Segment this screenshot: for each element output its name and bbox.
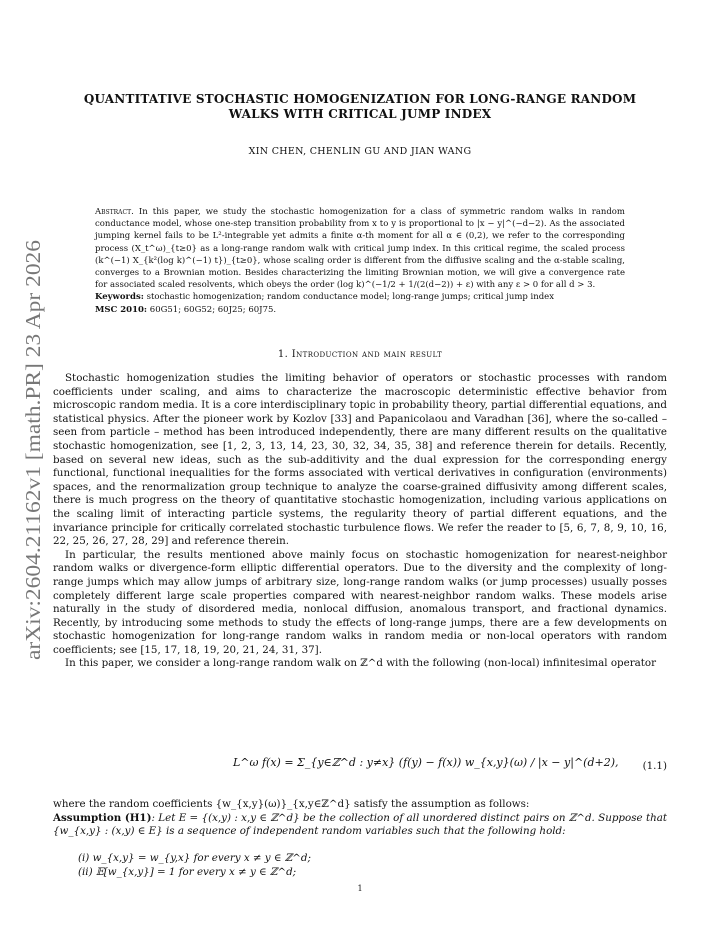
list-item: (ii) 𝔼[w_{x,y}] = 1 for every x ≠ y ∈ ℤ^d; [78,865,297,878]
title-line-1: QUANTITATIVE STOCHASTIC HOMOGENIZATION FOR LONG-RANGE RANDOM [83,92,637,106]
title-line-2: WALKS WITH CRITICAL JUMP INDEX [228,107,492,121]
list-item: (i) w_{x,y} = w_{y,x} for every x ≠ y ∈ ℤ^d; [78,852,311,864]
body-text [53,372,667,671]
assumption-paragraph [53,812,667,839]
abstract-text: In this paper, we study the stochastic homogenization for a class of symmetric random walks in random conductance model, whose one-step transition probability from x to y is proportional to |x − y|^(−d−2). As the associated jumping kernel fails to be L²-integrable yet admits a finite α-th moment for all α ∈ (0,2), we refer to the corresponding process (X_t^ω)_{t≥0} as a long-range random walk with critical jump index. In this critical regime, the scaled process (k^(−1) X_{k²(log k)^(−1) t})_{t≥0}, whose scaling order is different from the diffusive scaling and the α-stable scaling, converges to a Brownian motion. Besides characterizing the limiting Brownian motion, we will give a convergence rate for associated scaled resolvents, which obeys the order (log k)^(−1/2 + 1/(2(d−2)) + ε) with any ε > 0 for all d > 3. [95,207,625,291]
equation-number: (1.1) [642,760,667,772]
arxiv-stamp [4,230,56,670]
paragraph-3: In this paper, we consider a long-range random walk on ℤ^d with the following (non-local) infinitesimal operator [65,657,657,670]
assumption-label: Assumption (H1) [53,811,152,824]
keywords-label: Keywords: [95,292,144,302]
msc-text: 60G51; 60G52; 60J25; 60J75. [149,305,277,315]
equation-1-1 [53,752,667,786]
keywords-line [95,291,625,304]
equation-text: L^ω f(x) = Σ_{y∈ℤ^d : y≠x} (f(y) − f(x)) w_{x,y}(ω) / |x − y|^(d+2), [233,756,619,769]
keywords-block [95,291,625,317]
page-number: 1 [357,884,363,893]
after-equation-text: where the random coefficients {w_{x,y}(ω)}_{x,y∈ℤ^d} satisfy the assumption as follows: [53,798,530,810]
paper-title [60,92,660,122]
abstract [95,206,625,291]
section-heading: 1. Introduction and main result [277,349,443,360]
assumption-block [53,798,667,839]
paragraph-1: Stochastic homogenization studies the limiting behavior of operators or stochastic processes with random coefficients under scaling, and aims to characterize the macroscopic deterministic effective behavior from microscopic random media. It is a core interdisciplinary topic in probability theory, partial differential equations, and statistical physics. After the pioneer work by Kozlov [33] and Papanicolaou and Varadhan [36], where the so-called – seen from particle – method has been introduced independently, there are many different results on the qualitative stochastic homogenization, see [1, 2, 3, 13, 14, 23, 30, 32, 34, 35, 38] and reference therein for details. Recently, based on several new ideas, such as the sub-additivity and the dual expression for the corresponding energy functional, functional inequalities for the forms associated with vertical derivatives in configuration (environments) spaces, and the renormalization group technique to analyze the coarse-grained diffusivity among different scales, there is much progress on the theory of quantitative stochastic homogenization, including various applications on the scaling limit of interacting particle systems, the regularity theory of partial different equations, and the invariance principle for critically correlated stochastic turbulence flows. We refer the reader to [5, 6, 7, 8, 9, 10, 16, 22, 25, 26, 27, 28, 29] and reference therein. [53,372,667,548]
assumption-list [78,852,311,879]
assumption-text: : Let E = {(x,y) : x,y ∈ ℤ^d} be the collection of all unordered distinct pairs on ℤ^d. Suppose that {w_{x,y} : (x,y) ∈ E} is a sequence of independent random variables such that the following hold: [53,811,667,838]
paragraph-2: In particular, the results mentioned above mainly focus on stochastic homogenization for nearest-neighbor random walks or divergence-form elliptic differential operators. Due to the diversity and the complexity of long-range jumps which may allow jumps of arbitrary size, long-range random walks (or jump processes) usually posses completely different large scale properties compared with nearest-neighbor random walks. These models arise naturally in the study of disordered media, nonlocal diffusion, anomalous transport, and fractional dynamics. Recently, by introducing some methods to study the effects of long-range jumps, there are a few developments on stochastic homogenization for long-range random walks in random media or non-local operators with random coefficients; see [15, 17, 18, 19, 20, 21, 24, 31, 37]. [53,548,667,656]
abstract-label: Abstract. [95,207,134,217]
msc-line [95,304,625,317]
authors: XIN CHEN, CHENLIN GU AND JIAN WANG [248,146,472,157]
msc-label: MSC 2010: [95,305,148,315]
arxiv-stamp-text: arXiv:2604.21162v1 [math.PR] 23 Apr 2026 [21,283,45,660]
keywords-text: stochastic homogenization; random conductance model; long-range jumps; critical jump index [146,292,554,302]
